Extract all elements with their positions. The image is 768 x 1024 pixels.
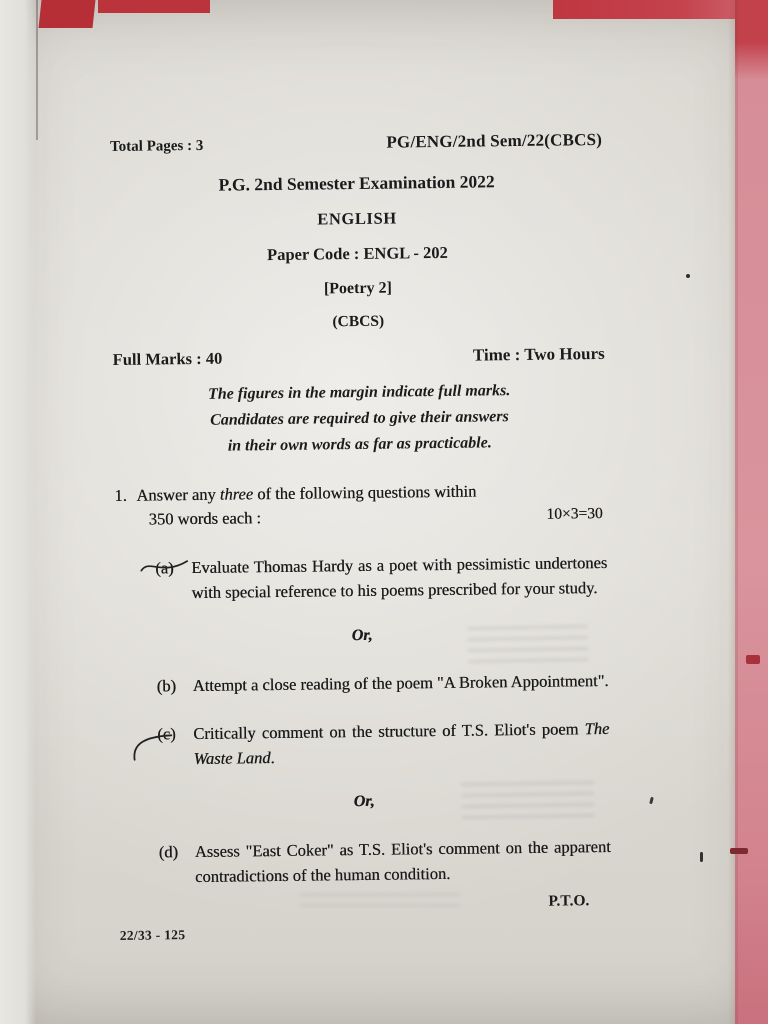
ink-speck <box>649 797 654 805</box>
scan-red-block-top-left <box>39 0 96 28</box>
pto-label: P.T.O. <box>548 892 590 911</box>
emphasis-three: three <box>219 483 254 504</box>
paper-name: [Poetry 2] <box>323 279 392 298</box>
paper-code: Paper Code : ENGL - 202 <box>266 242 448 265</box>
paper-reference-code: PG/ENG/2nd Sem/22(CBCS) <box>386 129 603 152</box>
subquestion-a <box>115 551 608 607</box>
scan-pink-band-shadow <box>728 0 738 1024</box>
subquestion-d-label: (d) <box>158 842 179 862</box>
ink-speck <box>686 274 690 278</box>
scan-edge-left <box>0 0 36 1024</box>
marks-allocation: 10×3=30 <box>546 505 603 524</box>
ink-speck <box>700 852 703 862</box>
subquestion-c-label: (c) <box>157 722 194 772</box>
subquestion-c-text: Critically comment on the structure of T.S. Eliot's poem The Waste Land. <box>193 719 610 769</box>
or-separator: Or, <box>351 626 373 644</box>
or-separator: Or, <box>353 792 375 811</box>
time-allowed-label: Time : Two Hours <box>472 343 605 365</box>
instruction-line: Candidates are required to give their answers <box>210 408 509 429</box>
emphasis-waste-land: The Waste Land <box>193 719 610 769</box>
scan-crease-left <box>36 0 38 140</box>
scan-pink-band-right <box>735 0 768 1024</box>
subject-title: ENGLISH <box>317 208 397 229</box>
subquestion-c <box>117 717 610 773</box>
subquestion-d <box>119 835 612 891</box>
total-pages-label: Total Pages : 3 <box>110 137 204 155</box>
instruction-line: The figures in the margin indicate full marks. <box>207 382 511 403</box>
exam-title: P.G. 2nd Semester Examination 2022 <box>218 171 495 195</box>
question-1 <box>114 478 611 891</box>
subquestion-a-text: Evaluate Thomas Hardy as a poet with pessimistic undertones with special reference to his poems prescribed for your study. <box>191 553 608 603</box>
marks-time-row <box>113 344 605 370</box>
full-marks-label: Full Marks : 40 <box>112 348 223 369</box>
word-limit-text: 350 words each : <box>148 508 262 530</box>
paper-id-number: 22/33 - 125 <box>119 927 186 944</box>
page-content <box>110 130 612 944</box>
question-intro-text <box>136 478 607 533</box>
scan-red-strip-top <box>98 0 210 13</box>
question-intro-line-1: Answer any three of the following questions within <box>136 481 477 505</box>
question-number: 1. <box>114 485 127 505</box>
subquestion-b <box>117 669 609 700</box>
subquestion-b-text: Attempt a close reading of the poem "A Broken Appointment". <box>192 670 609 695</box>
scan-red-mark-right-mid <box>746 655 760 664</box>
instruction-line: in their own words as far as practicable. <box>227 434 492 455</box>
subquestion-a-label: (a) <box>155 556 192 606</box>
subquestion-d-text: Assess "East Coker" as T.S. Eliot's comment on the apparent contradictions of the human condition. <box>194 836 611 886</box>
scheme-label: (CBCS) <box>332 312 385 331</box>
general-instructions <box>113 377 606 461</box>
scan-red-mark-right-low <box>730 848 748 854</box>
subquestion-b-label: (b) <box>156 675 177 696</box>
question-intro-line-2 <box>137 502 607 532</box>
question-1-intro <box>114 478 607 534</box>
header-top-row <box>110 130 602 156</box>
